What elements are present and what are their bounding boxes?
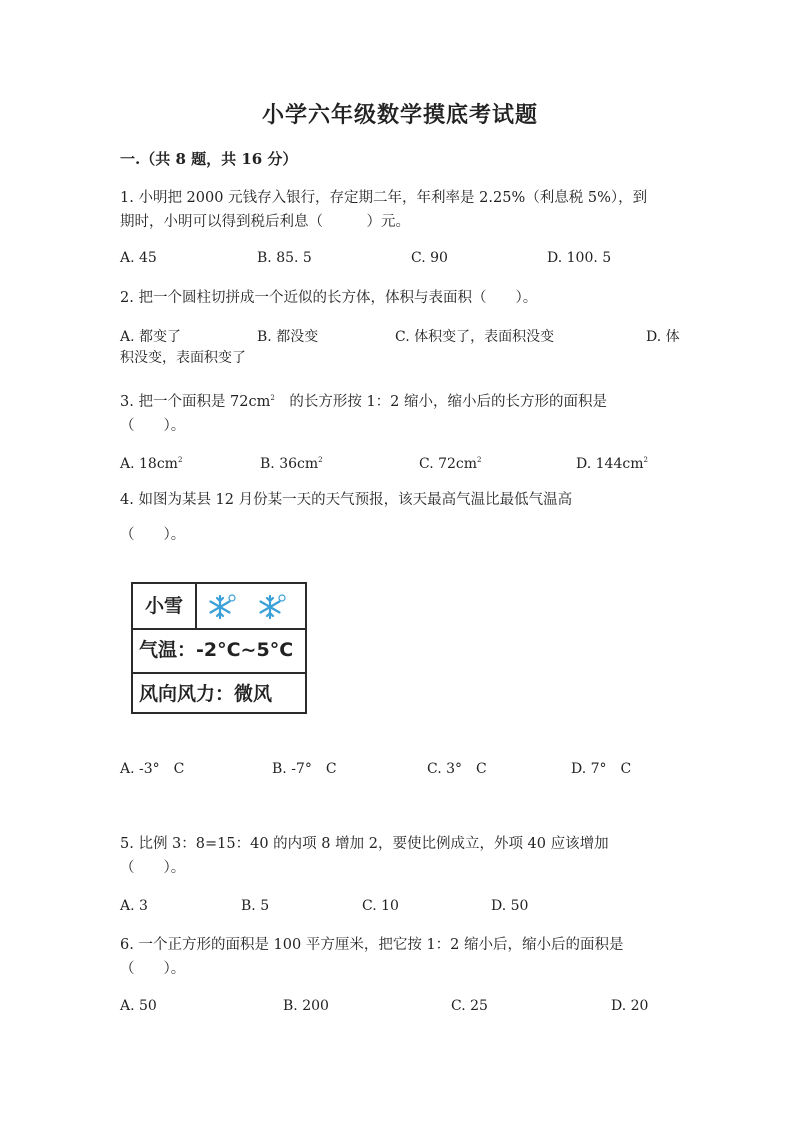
q6-option-b: B. 200 (283, 998, 329, 1014)
question-1-line-1: 1. 小明把 2000 元钱存入银行，存定期二年，年利率是 2.25%（利息税 5%），到 (120, 190, 648, 206)
weather-row-wind (133, 672, 305, 716)
question-2-line-1: 2. 把一个圆柱切拼成一个近似的长方体，体积与表面积（ ）。 (120, 290, 538, 306)
q3-option-d: D. $144cm^2$ (576, 456, 648, 472)
q4-option-a: A. -3° C (120, 761, 185, 777)
weather-temperature-text: 气温：-2°C~5°C (139, 639, 294, 661)
q1-option-a: A. 45 (120, 250, 157, 266)
weather-forecast-image (131, 582, 307, 714)
question-4-line-2: （ ）。 (120, 527, 186, 543)
q3-option-b: B. $36cm^2$ (260, 456, 323, 472)
page-title: 小学六年级数学摸底考试题 (261, 102, 538, 128)
q1-option-d: D. 100. 5 (547, 250, 612, 266)
question-3 (120, 386, 685, 438)
q3-superscript: 2 (270, 394, 275, 402)
q3-option-c: C. $72cm^2$ (419, 456, 482, 472)
question-4-continued (120, 523, 685, 547)
q6-option-a: A. 50 (120, 998, 157, 1014)
weather-row-temperature (133, 628, 305, 674)
q2-option-a: A. 都变了 (120, 329, 182, 345)
q4-option-b: B. -7° C (272, 761, 337, 777)
q6-option-c: C. 25 (451, 998, 488, 1014)
q3-line-1-pre: 3. 把一个面积是 72cm (120, 394, 271, 410)
snowflake-icon (207, 592, 237, 622)
q3-option-a: A. $18cm^2$ (120, 456, 183, 472)
question-4 (120, 488, 685, 512)
weather-condition-label: 小雪 (133, 584, 197, 628)
q5-option-d: D. 50 (491, 898, 529, 914)
q2-option-c: C. 体积变了，表面积没变 (395, 329, 555, 345)
section-heading: 一.（共 8 题，共 16 分） (120, 150, 298, 168)
question-1-line-2: 期时，小明可以得到税后利息（ ）元。 (120, 214, 410, 230)
q1-option-c: C. 90 (411, 250, 448, 266)
q2-option-b: B. 都没变 (257, 329, 319, 345)
question-5-line-1: 5. 比例 3：8=15：40 的内项 8 增加 2，要使比例成立，外项 40 应该增加 (120, 836, 609, 852)
q2-option-d: D. 体 (646, 329, 680, 345)
q1-option-b: B. 85. 5 (257, 250, 312, 266)
question-5 (120, 832, 685, 880)
snowflake-icon (257, 592, 287, 622)
question-6-line-1: 6. 一个正方形的面积是 100 平方厘米，把它按 1：2 缩小后，缩小后的面积是 (120, 937, 624, 953)
q4-option-d: D. 7° C (571, 761, 632, 777)
q5-option-b: B. 5 (241, 898, 270, 914)
weather-wind-text: 风向风力：微风 (139, 683, 273, 705)
question-5-line-2: （ ）。 (120, 860, 186, 876)
q4-option-c: C. 3° C (427, 761, 487, 777)
question-2 (120, 286, 685, 310)
question-6-line-2: （ ）。 (120, 961, 186, 977)
question-4-line-1: 4. 如图为某县 12 月份某一天的天气预报，该天最高气温比最低气温高 (120, 492, 573, 508)
weather-row-condition (133, 584, 305, 630)
question-1 (120, 186, 685, 234)
q5-option-a: A. 3 (120, 898, 148, 914)
question-6 (120, 933, 685, 981)
q5-option-c: C. 10 (362, 898, 399, 914)
question-3-line-1 (120, 386, 685, 414)
q3-line-1-post: 的长方形按 1：2 缩小，缩小后的长方形的面积是 (274, 394, 608, 410)
q6-option-d: D. 20 (611, 998, 649, 1014)
q2-option-d-continued: 积没变，表面积变了 (120, 350, 246, 366)
question-3-line-2: （ ）。 (120, 418, 186, 434)
